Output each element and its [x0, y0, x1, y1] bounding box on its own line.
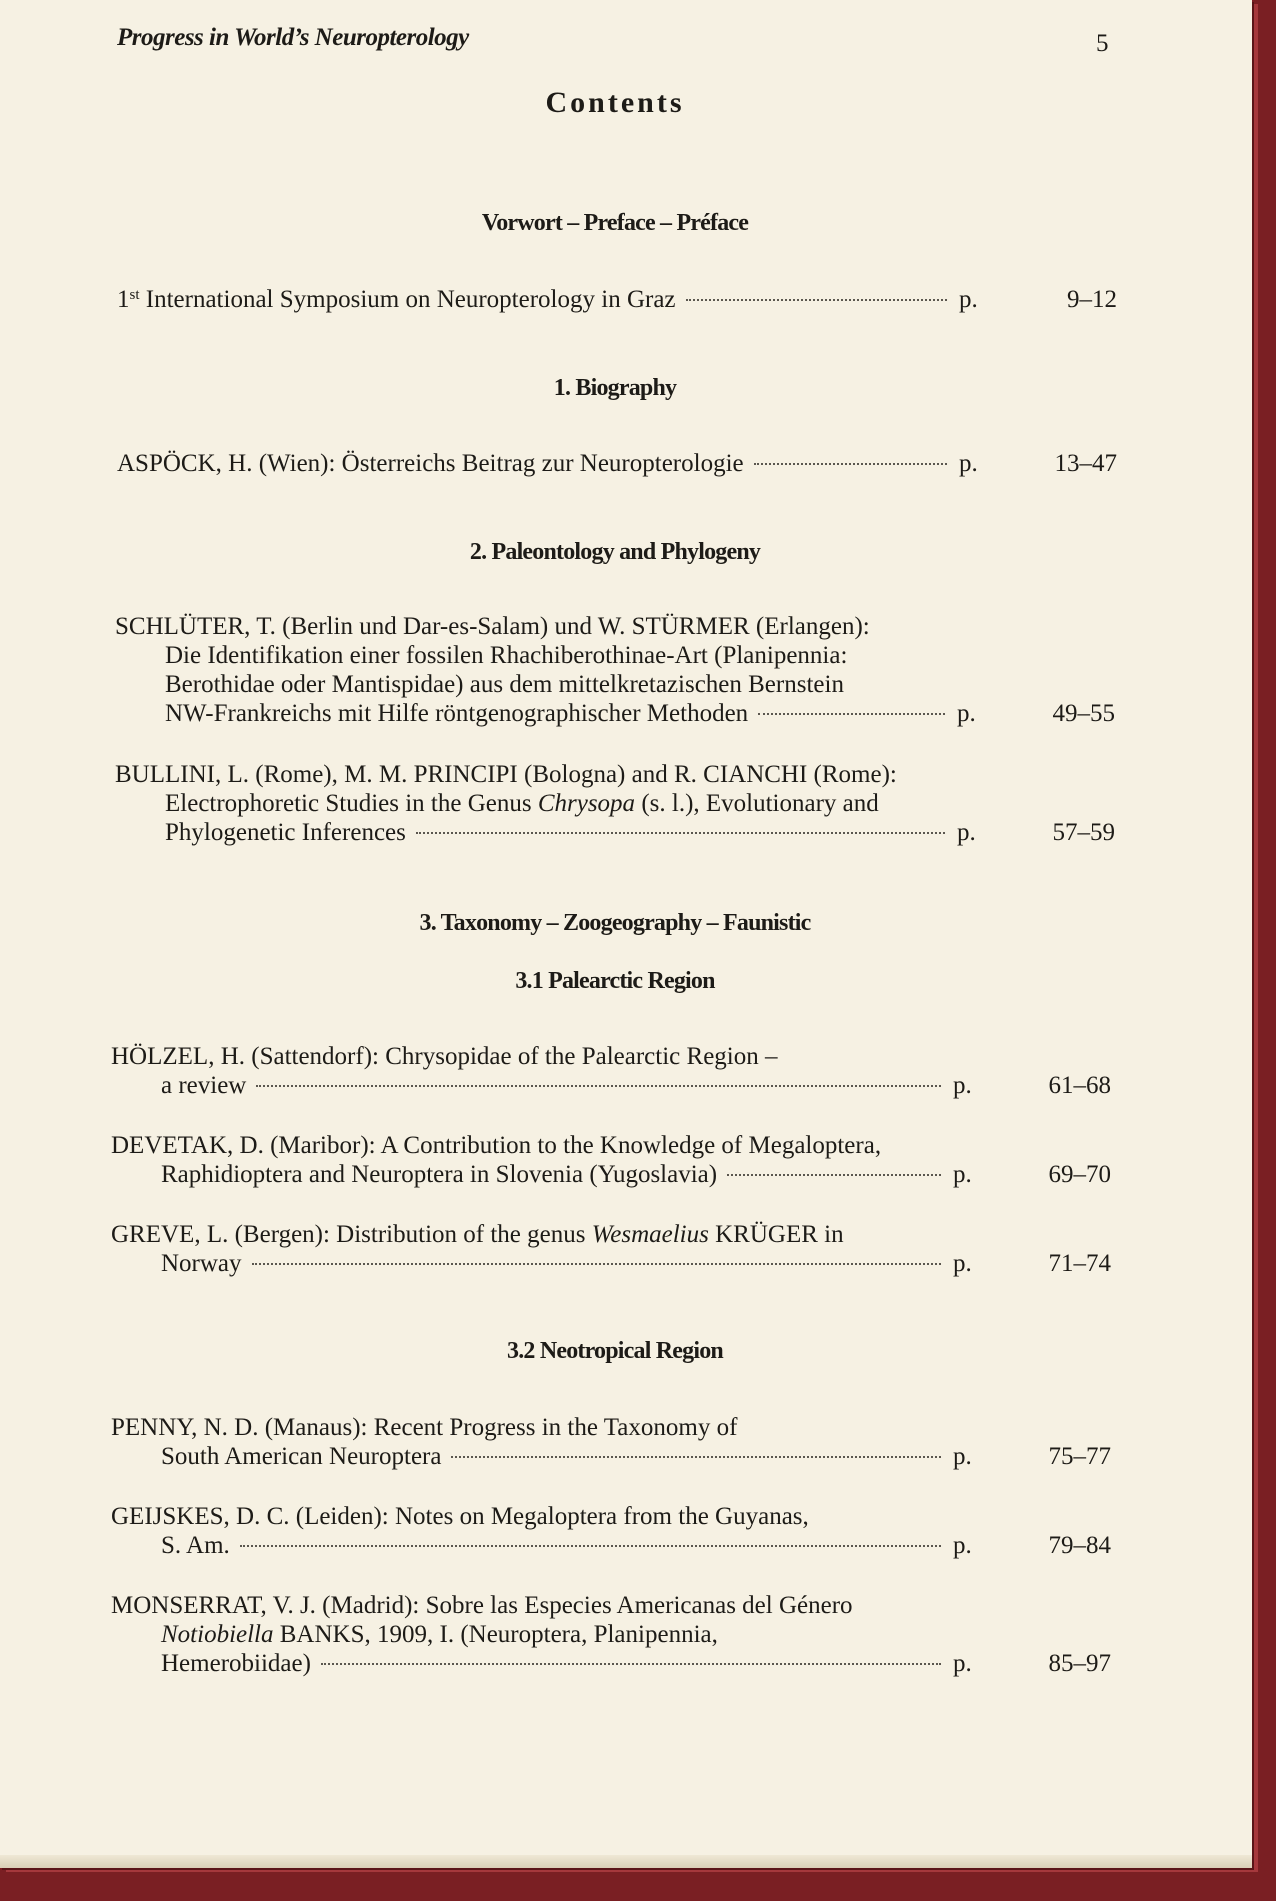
p-label: p. [953, 1250, 972, 1277]
toc-entry-holzel [111, 1042, 1111, 1100]
page-range: 75–77 [1048, 1443, 1111, 1470]
page-range: 49–55 [1052, 700, 1115, 727]
section-heading-paleontology: 2. Paleontology and Phylogeny [469, 539, 761, 565]
entry-line: S. Am. [161, 1532, 230, 1559]
genus-name: Chrysopa [537, 790, 636, 817]
entry-line [115, 789, 1115, 818]
leader-dots [240, 1545, 941, 1547]
entry-line: Die Identifikation einer fossilen Rhachiberothinae-Art (Planipennia: [165, 642, 848, 669]
leader-dots [727, 1174, 941, 1176]
genus-name: Wesmaelius [591, 1221, 709, 1248]
entry-line: SCHLÜTER, T. (Berlin und Dar-es-Salam) und W. STÜRMER (Erlangen): [115, 613, 870, 640]
leader-dots [256, 1085, 941, 1087]
entry-line: Phylogenetic Inferences [165, 819, 406, 846]
text-run: (s. l.), Evolutionary and [635, 790, 879, 817]
section-heading-preface: Vorwort – Preface – Préface [481, 210, 749, 236]
toc-entry-bullini [115, 760, 1115, 847]
p-label: p. [959, 450, 978, 477]
leader-dots [758, 713, 945, 715]
p-label: p. [953, 1161, 972, 1188]
leader-dots [252, 1263, 941, 1265]
entry-title [117, 285, 676, 314]
entry-text: ASPÖCK, H. (Wien): Österreichs Beitrag zur Neuropterologie [117, 450, 744, 477]
entry-line [111, 1620, 1111, 1649]
entry-line: HÖLZEL, H. (Sattendorf): Chrysopidae of the Palearctic Region – [111, 1043, 778, 1070]
p-label: p. [953, 1443, 972, 1470]
page-range: 61–68 [1048, 1072, 1111, 1099]
section-heading-biography: 1. Biography [553, 375, 677, 401]
page-range: 9–12 [1067, 286, 1117, 313]
entry-line: a review [161, 1072, 247, 1099]
text-run: GREVE, L. (Bergen): Distribution of the genus [111, 1221, 592, 1248]
genus-name: Notiobiella [161, 1621, 274, 1648]
page-range: 13–47 [1054, 450, 1117, 477]
entry-line: PENNY, N. D. (Manaus): Recent Progress in the Taxonomy of [111, 1414, 738, 1441]
entry-line: GEIJSKES, D. C. (Leiden): Notes on Megaloptera from the Guyanas, [111, 1503, 809, 1530]
p-label: p. [957, 700, 976, 727]
entry-line: BULLINI, L. (Rome), M. M. PRINCIPI (Bologna) and R. CIANCHI (Rome): [115, 761, 897, 788]
p-label: p. [957, 819, 976, 846]
page-range: 79–84 [1048, 1532, 1111, 1559]
toc-entry-monserrat [111, 1591, 1111, 1678]
entry-line [111, 1220, 1111, 1249]
leader-dots [686, 299, 947, 301]
toc-entry-geijskes [111, 1502, 1111, 1560]
subsection-heading-neotropical: 3.2 Neotropical Region [507, 1338, 723, 1364]
subsection-heading-palearctic: 3.1 Palearctic Region [515, 968, 715, 994]
entry-line: Berothidae oder Mantispidae) aus dem mittelkretazischen Bernstein [165, 671, 844, 698]
toc-entry-devetak [111, 1131, 1111, 1189]
text-run: BANKS, 1909, I. (Neuroptera, Planipennia, [273, 1621, 718, 1648]
toc-entry-symposium [117, 285, 1117, 314]
entry-text: International Symposium on Neuropterology in Graz [139, 286, 676, 313]
page-range: 57–59 [1052, 819, 1115, 846]
leader-dots [416, 832, 945, 834]
entry-line: NW-Frankreichs mit Hilfe röntgenographischer Methoden [165, 700, 749, 727]
toc-entry-penny [111, 1413, 1111, 1471]
text-run: Electrophoretic Studies in the Genus [165, 790, 538, 817]
entry-line: Raphidioptera and Neuroptera in Slovenia (Yugoslavia) [161, 1161, 718, 1188]
entry-line: Hemerobiidae) [161, 1650, 311, 1677]
ordinal-superscript: st [129, 287, 140, 303]
page-range: 71–74 [1048, 1250, 1111, 1277]
text-run: KRÜGER in [708, 1221, 844, 1248]
page-range: 85–97 [1048, 1650, 1111, 1677]
section-heading-taxonomy: 3. Taxonomy – Zoogeography – Faunistic [419, 910, 811, 936]
entry-line: MONSERRAT, V. J. (Madrid): Sobre las Especies Americanas del Género [111, 1592, 853, 1619]
toc-entry-greve [111, 1220, 1111, 1278]
leader-dots [321, 1663, 941, 1665]
p-label: p. [959, 286, 978, 313]
page-number: 5 [1096, 30, 1109, 57]
p-label: p. [953, 1532, 972, 1559]
page-bottom-edge [0, 1855, 1252, 1868]
page-range: 69–70 [1048, 1161, 1111, 1188]
ordinal: 1 [117, 286, 130, 313]
contents-title: Contents [545, 86, 685, 119]
p-label: p. [953, 1650, 972, 1677]
entry-line: South American Neuroptera [161, 1443, 442, 1470]
running-title: Progress in World’s Neuropterology [117, 24, 469, 51]
entry-line: DEVETAK, D. (Maribor): A Contribution to the Knowledge of Megaloptera, [111, 1132, 882, 1159]
p-label: p. [953, 1072, 972, 1099]
leader-dots [451, 1456, 941, 1458]
leader-dots [754, 463, 947, 465]
toc-entry-aspock [117, 449, 1117, 478]
entry-line: Norway [161, 1250, 242, 1277]
toc-entry-schluter [115, 612, 1115, 728]
